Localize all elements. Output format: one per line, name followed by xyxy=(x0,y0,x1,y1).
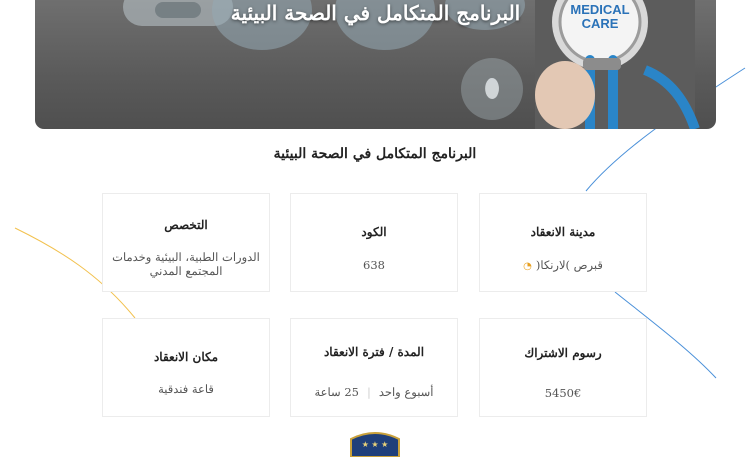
card-duration-label: المدة / فترة الانعقاد xyxy=(323,345,425,359)
card-code-value: 638 xyxy=(363,258,385,272)
city-text: قبرص )لارنكا( xyxy=(535,258,603,272)
card-venue-value: قاعة فندقية xyxy=(158,382,214,396)
card-city-label: مدينة الانعقاد xyxy=(530,225,596,239)
card-city-value xyxy=(480,258,646,274)
card-venue xyxy=(102,318,270,417)
water-drop-icon: ⬮ xyxy=(461,58,523,120)
medical-label: MEDICAL xyxy=(570,2,630,17)
card-venue-label: مكان الانعقاد xyxy=(153,350,219,364)
card-specialty xyxy=(102,193,270,292)
care-label: CARE xyxy=(581,16,619,31)
hero-banner xyxy=(35,0,716,129)
emblem-logo xyxy=(347,431,403,457)
section-title: البرنامج المتكامل في الصحة البيئية xyxy=(273,146,477,162)
hero-title: البرنامج المتكامل في الصحة البيئية xyxy=(230,1,521,25)
separator: | xyxy=(366,385,371,399)
card-specialty-label: التخصص xyxy=(164,218,208,232)
card-fee xyxy=(479,318,647,417)
duration-hours: 25 ساعة xyxy=(314,385,359,399)
card-fee-label: رسوم الاشتراك xyxy=(524,346,602,360)
card-duration-value xyxy=(291,385,457,399)
card-city xyxy=(479,193,647,292)
card-code-label: الكود xyxy=(361,225,387,239)
card-specialty-value: الدورات الطبية، البيئية وخدمات المجتمع المدني xyxy=(112,250,260,278)
cyprus-flag-icon: ◔ xyxy=(523,261,532,272)
card-code xyxy=(290,193,458,292)
card-duration xyxy=(290,318,458,417)
duration-week: أسبوع واحد xyxy=(378,385,434,399)
card-fee-value: 5450€ xyxy=(544,386,582,400)
svg-text:★ ★ ★: ★ ★ ★ xyxy=(361,440,389,449)
